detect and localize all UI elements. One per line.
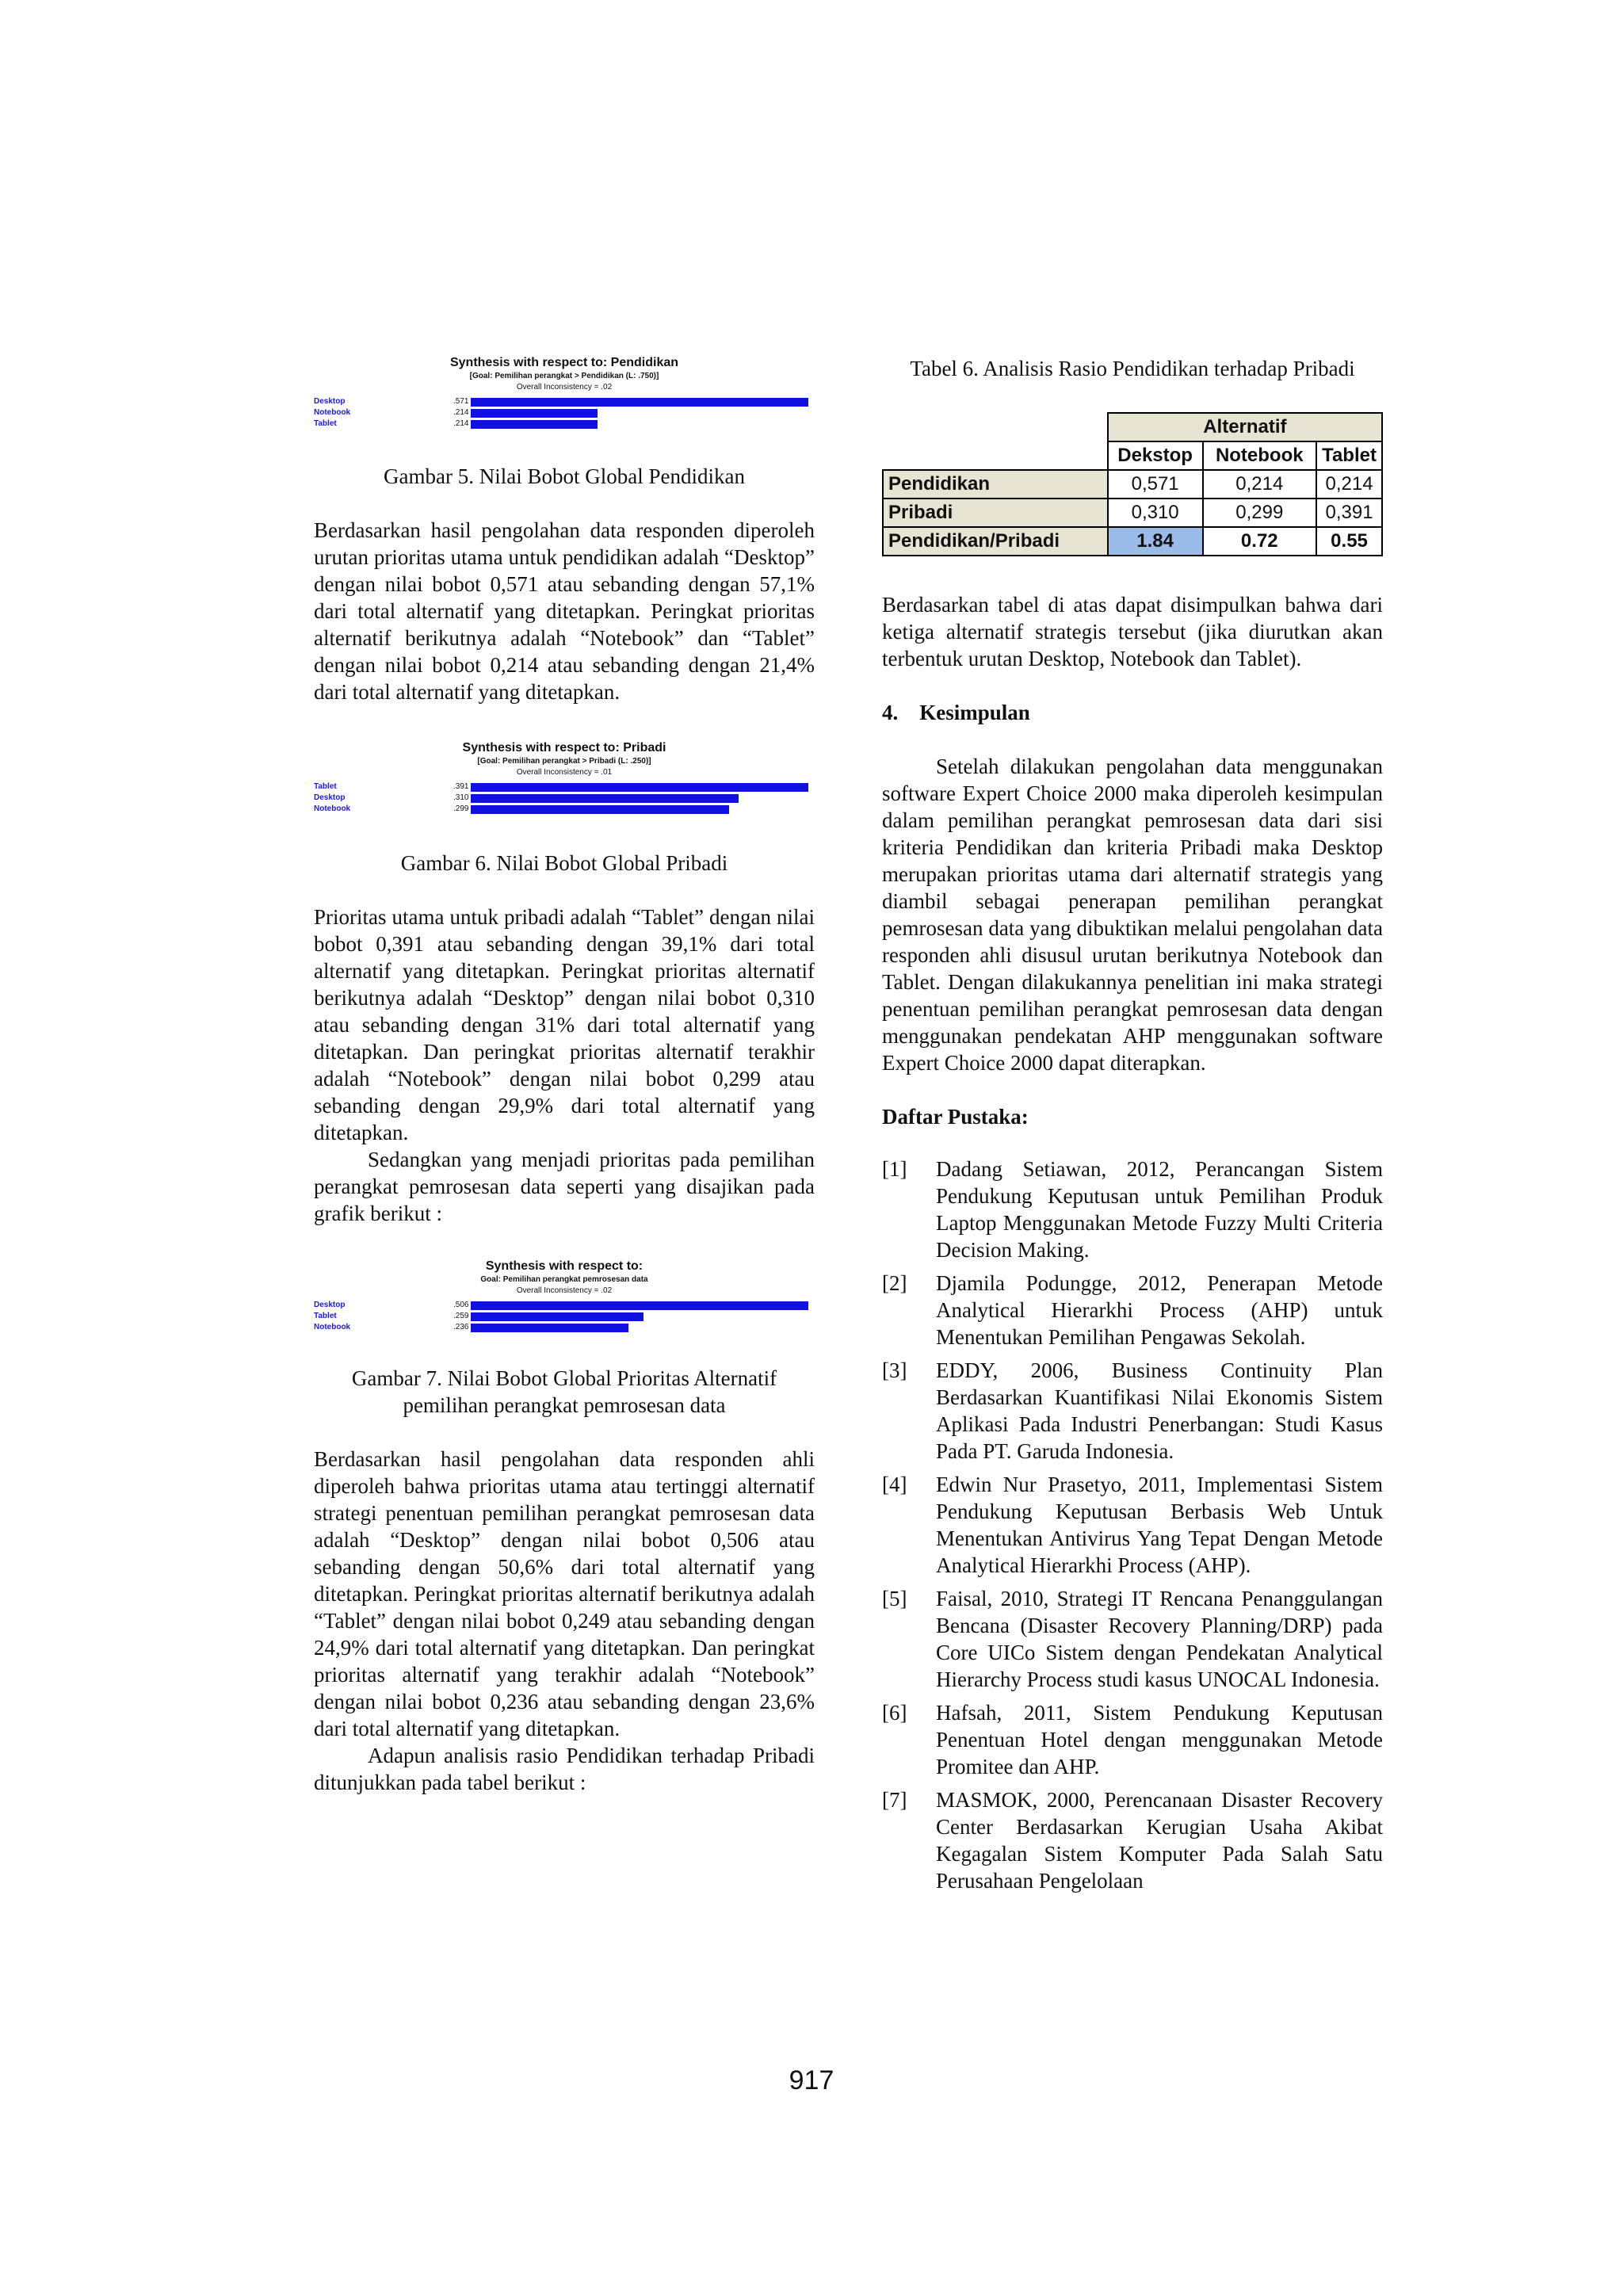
chart-value-label: .299 [453,804,469,813]
chart-bar [471,805,729,814]
figure-5-chart [314,355,815,430]
table-row-label: Pendidikan [883,470,1108,499]
paragraph-3: Sedangkan yang menjadi prioritas pada pemilihan perangkat pemrosesan data seperti yang disajikan pada grafik berikut : [314,1148,815,1225]
table-cell: 0,214 [1203,470,1317,499]
figure-7-chart [314,1259,815,1333]
chart-bar [471,783,808,792]
fig5-inconsistency: Overall Inconsistency = .02 [516,383,613,392]
chart-bar [471,409,598,418]
chart-value-label: .310 [453,793,469,802]
chart-row [314,781,815,793]
table-row-label: Pribadi [883,499,1108,527]
reference-item: [3] EDDY, 2006, Business Continuity Plan Berdasarkan Kuantifikasi Nilai Ekonomis Sistem Aplikasi Pada Industri Penerbangan: Studi Kasus Pada PT. Garuda Indonesia. [882,1358,1383,1463]
chart-bar [471,1324,628,1332]
chart-value-label: .236 [453,1323,469,1331]
fig5-goal: [Goal: Pemilihan perangkat > Pendidikan (L: .750)] [469,372,659,380]
reference-item: [1] Dadang Setiawan, 2012, Perancangan Sistem Pendukung Keputusan untuk Pemilihan Produk Laptop Menggunakan Metode Fuzzy Multi Criteria Decision Making. [882,1157,1383,1262]
reference-item: [6] Hafsah, 2011, Sistem Pendukung Keputusan Penentuan Hotel dengan menggunakan Metode Promitee dan AHP. [882,1701,1383,1778]
chart-label: Tablet [314,782,337,791]
paragraph-2: Prioritas utama untuk pribadi adalah “Tablet” dengan nilai bobot 0,391 atau sebanding dengan 39,1% dari total alternatif yang ditetapkan. Peringkat prioritas alternatif berikutnya adalah “Desktop” dengan nilai bobot 0,310 atau sebanding dengan 31% dari total alternatif yang ditetapkan. Dan peringkat prioritas alternatif terakhir adalah “Notebook” dengan nilai bobot 0,299 atau sebanding dengan 29,9% dari total alternatif yang ditetapkan. [314,905,815,1144]
fig7-inconsistency: Overall Inconsistency = .02 [516,1286,613,1295]
table-caption: Tabel 6. Analisis Rasio Pendidikan terhadap Pribadi [910,357,1355,380]
chart-label: Desktop [314,397,346,406]
table-cell: 1.84 [1108,527,1203,556]
table-cell: 0,310 [1108,499,1203,527]
references-title: Daftar Pustaka: [882,1105,1029,1129]
fig7-caption-line1: Gambar 7. Nilai Bobot Global Prioritas Alternatif [351,1366,777,1390]
paragraph-7: Setelah dilakukan pengolahan data menggunakan software Expert Choice 2000 maka diperoleh kesimpulan dalam pemilihan perangkat pemrosesan data dari sisi kriteria Pendidikan dan kriteria Pribadi maka Desktop merupakan prioritas utama dari alternatif strategis yang diambil sebagai penerapan pemilihan perangkat pemrosesan data yang dibuktikan melalui pengolahan data responden ahli disusul urutan berikutnya Notebook dan Tablet. Dengan dilakukannya penelitian ini maka strategi penentuan pemilihan perangkat pemrosesan data dengan menggunakan pendekatan AHP menggunakan software Expert Choice 2000 dapat diterapkan. [882,755,1383,1075]
chart-bar [471,794,739,803]
right-column [882,349,1383,1901]
page-number: 917 [789,2065,834,2095]
ratio-table [882,412,1383,556]
section-4-heading: 4. Kesimpulan [882,701,1030,724]
fig6-title: Synthesis with respect to: Pribadi [462,741,666,755]
chart-row [314,407,815,418]
table-cell: 0,391 [1316,499,1382,527]
fig6-caption: Gambar 6. Nilai Bobot Global Pribadi [400,851,728,875]
fig7-title: Synthesis with respect to: [485,1259,643,1273]
chart-row [314,804,815,815]
table-row [883,499,1382,527]
chart-row [314,418,815,430]
chart-value-label: .214 [453,419,469,428]
chart-bar [471,398,808,407]
table-col-header: Dekstop [1108,441,1203,470]
chart-label: Desktop [314,1301,346,1309]
table-row [883,470,1382,499]
table-cell: 0.55 [1316,527,1382,556]
chart-label: Desktop [314,793,346,802]
table-row-label: Pendidikan/Pribadi [883,527,1108,556]
chart-value-label: .571 [453,397,469,406]
chart-row [314,793,815,804]
table-col-header: Tablet [1316,441,1382,470]
chart-bar [471,420,598,429]
fig6-inconsistency: Overall Inconsistency = .01 [516,768,613,777]
chart-bar [471,1301,808,1310]
chart-row [314,1322,815,1333]
chart-label: Notebook [314,408,351,417]
chart-label: Tablet [314,1312,337,1320]
table-cell: 0,299 [1203,499,1317,527]
left-column [314,349,815,1796]
table-cell: 0,214 [1316,470,1382,499]
fig5-caption: Gambar 5. Nilai Bobot Global Pendidikan [384,464,745,488]
reference-item: [5] Faisal, 2010, Strategi IT Rencana Penanggulangan Bencana (Disaster Recovery Planning/DRP) pada Core UICo Sistem dengan Pendekatan Analytical Hierarchy Process studi kasus UNOCAL Indonesia. [882,1587,1383,1691]
fig5-title: Synthesis with respect to: Pendidikan [449,356,679,369]
chart-label: Tablet [314,419,337,428]
reference-item: [4] Edwin Nur Prasetyo, 2011, Implementasi Sistem Pendukung Keputusan Berbasis Web Untuk Menentukan Antivirus Yang Tepat Dengan Metode Analytical Hierarkhi Process (AHP). [882,1473,1383,1577]
chart-bar [471,1312,643,1321]
paragraph-4: Berdasarkan hasil pengolahan data responden ahli diperoleh bahwa prioritas utama atau tertinggi alternatif strategi penentuan pemilihan perangkat pemrosesan data adalah “Desktop” dengan nilai bobot 0,506 atau sebanding dengan 50,6% dari total alternatif yang ditetapkan. Peringkat prioritas alternatif berikutnya adalah “Tablet” dengan nilai bobot 0,249 atau sebanding dengan 24,9% dari total alternatif yang ditetapkan. Dan peringkat prioritas alternatif yang terakhir adalah “Notebook” dengan nilai bobot 0,236 atau sebanding dengan 23,6% dari total alternatif yang ditetapkan. [314,1447,815,1740]
paragraph-1: Berdasarkan hasil pengolahan data responden diperoleh urutan prioritas utama untuk pendidikan adalah “Desktop” dengan nilai bobot 0,571 atau sebanding dengan 57,1% dari total alternatif yang ditetapkan. Peringkat prioritas alternatif berikutnya adalah “Notebook” dan “Tablet” dengan nilai bobot 0,214 atau sebanding dengan 21,4% dari total alternatif yang ditetapkan. [314,518,815,704]
chart-label: Notebook [314,804,351,813]
chart-value-label: .259 [453,1312,469,1320]
paragraph-6: Berdasarkan tabel di atas dapat disimpulkan bahwa dari ketiga alternatif strategis tersebut (jika diurutkan akan terbentuk urutan Desktop, Notebook dan Tablet). [882,593,1383,670]
table-group-header: Alternatif [1108,413,1382,441]
chart-row [314,1311,815,1322]
figure-6-chart [314,740,815,815]
chart-value-label: .391 [453,782,469,791]
table-cell: 0.72 [1203,527,1317,556]
chart-row [314,396,815,407]
chart-value-label: .214 [453,408,469,417]
references-list [882,1156,1383,1894]
chart-label: Notebook [314,1323,351,1331]
fig7-goal: Goal: Pemilihan perangkat pemrosesan data [480,1275,648,1284]
reference-item: [7] MASMOK, 2000, Perencanaan Disaster Recovery Center Berdasarkan Kerugian Usaha Akibat Kegagalan Sistem Komputer Pada Salah Satu Perusahaan Pengelolaan [882,1788,1383,1893]
table-cell: 0,571 [1108,470,1203,499]
chart-row [314,1300,815,1311]
table-col-header: Notebook [1203,441,1317,470]
chart-value-label: .506 [453,1301,469,1309]
table-row [883,527,1382,556]
fig7-caption-line2: pemilihan perangkat pemrosesan data [403,1393,726,1417]
reference-item: [2] Djamila Podungge, 2012, Penerapan Metode Analytical Hierarkhi Process (AHP) untuk Menentukan Pemilihan Pengawas Sekolah. [882,1271,1383,1349]
fig6-goal: [Goal: Pemilihan perangkat > Pribadi (L: .250)] [477,757,651,766]
paragraph-5: Adapun analisis rasio Pendidikan terhadap Pribadi ditunjukkan pada tabel berikut : [314,1744,815,1794]
